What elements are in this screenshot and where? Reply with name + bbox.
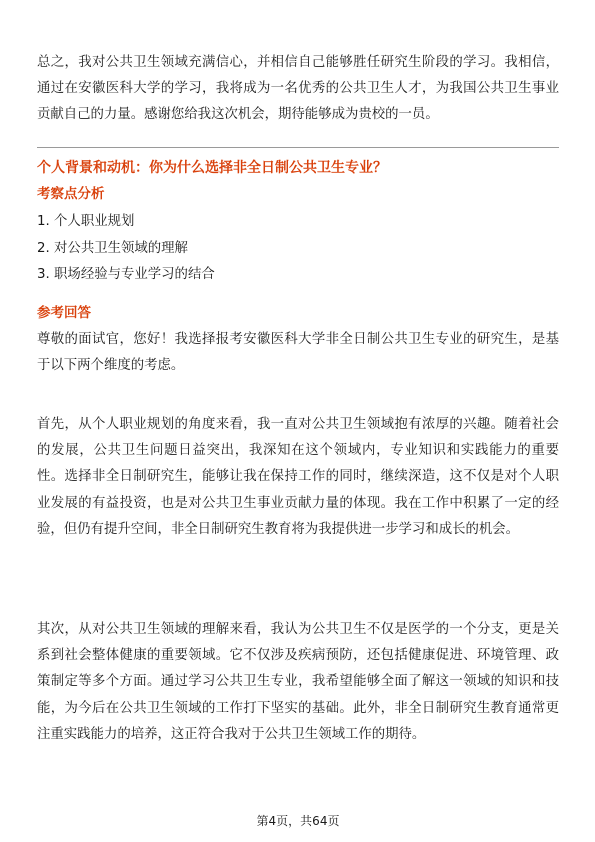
section-divider <box>37 147 559 148</box>
answer-paragraph-greeting: 尊敬的面试官，您好！我选择报考安徽医科大学非全日制公共卫生专业的研究生，是基于以下两个维度的考虑。 <box>37 332 559 374</box>
analysis-label: 考察点分析 <box>37 186 105 202</box>
question-title: 个人背景和动机：你为什么选择非全日制公共卫生专业？ <box>37 160 387 176</box>
intro-paragraph: 总之，我对公共卫生领域充满信心，并相信自己能够胜任研究生阶段的学习。我相信，通过在安徽医科大学的学习，我将成为一名优秀的公共卫生人才，为我国公共卫生事业贡献自己的力量。感谢您给我这次机会，期待能够成为贵校的一员。 <box>37 55 559 123</box>
document-page <box>37 0 559 842</box>
page-number: 第4页，共64页 <box>256 814 340 828</box>
list-item: 1. 个人职业规划 <box>37 214 135 229</box>
list-item: 2. 对公共卫生领域的理解 <box>37 240 188 256</box>
answer-paragraph-second: 其次，从对公共卫生领域的理解来看，我认为公共卫生不仅是医学的一个分支，更是关系到社会整体健康的重要领域。它不仅涉及疾病预防，还包括健康促进、环境管理、政策制定等多个方面。通过学习公共卫生专业，我希望能够全面了解这一领域的知识和技能，为今后在公共卫生领域的工作打下坚实的基础。此外，非全日制研究生教育通常更注重实践能力的培养，这正符合我对于公共卫生领域工作的期待。 <box>37 622 559 742</box>
list-item: 3. 职场经验与专业学习的结合 <box>37 267 215 282</box>
answer-paragraph-first: 首先，从个人职业规划的角度来看，我一直对公共卫生领域抱有浓厚的兴趣。随着社会的发展，公共卫生问题日益突出，我深知在这个领域内，专业知识和实践能力的重要性。选择非全日制研究生，能够让我在保持工作的同时，继续深造，这不仅是对个人职业发展的有益投资，也是对公共卫生事业贡献力量的体现。我在工作中积累了一定的经验，但仍有提升空间，非全日制研究生教育将为我提供进一步学习和成长的机会。 <box>37 417 559 537</box>
analysis-points-list <box>37 209 559 289</box>
answer-label: 参考回答 <box>37 305 91 321</box>
